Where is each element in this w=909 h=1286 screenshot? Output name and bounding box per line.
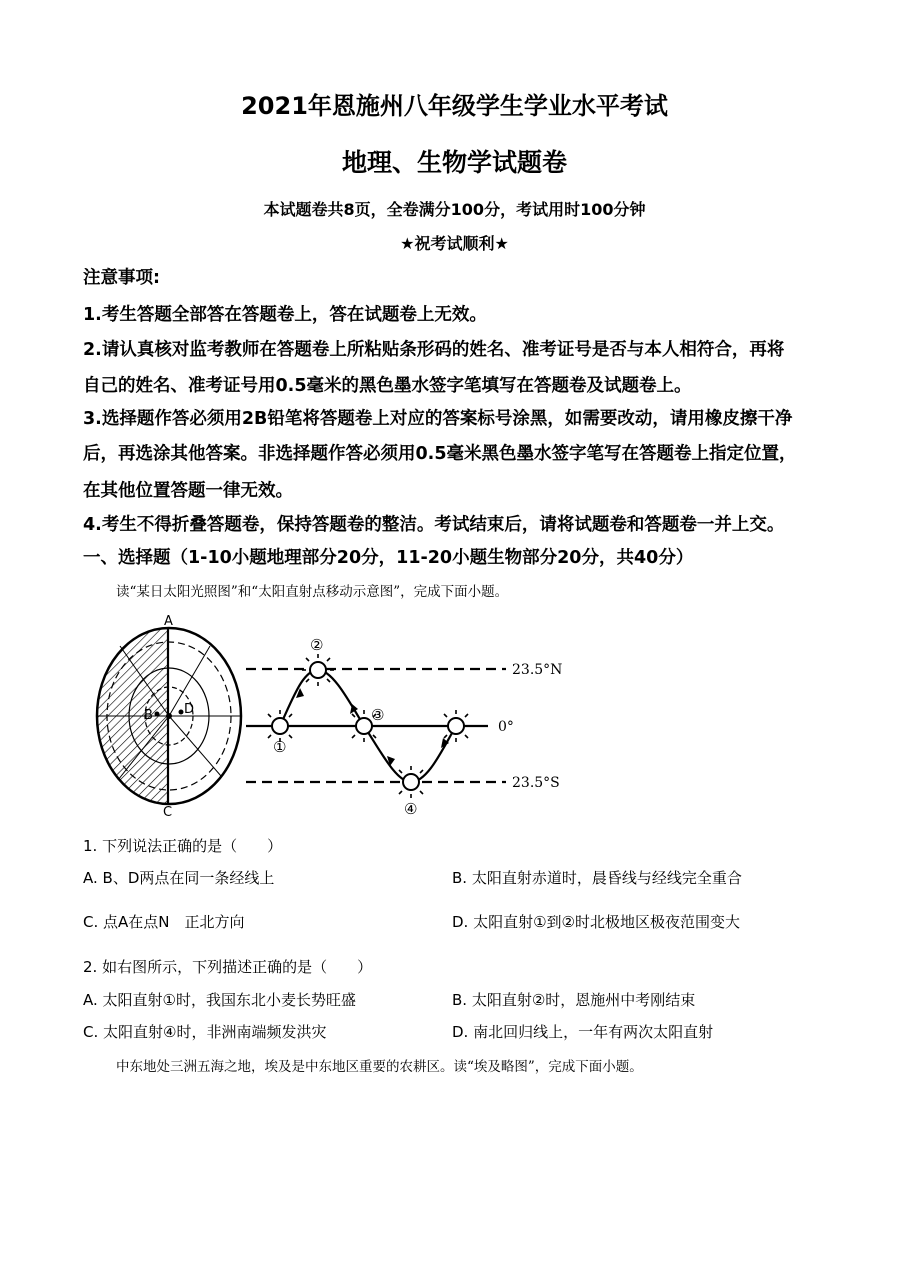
label-point-1: ① [273, 738, 287, 756]
illumination-map [88, 608, 241, 823]
egypt-intro: 中东地处三洲五海之地，埃及是中东地区重要的农耕区。读“埃及略图”，完成下面小题。 [116, 1059, 643, 1075]
sunlight-diagram [88, 608, 588, 823]
note-line: 在其他位置答题一律无效。 [83, 481, 293, 501]
question-2-option-d[interactable]: D. 南北回归线上，一年有两次太阳直射 [452, 1023, 714, 1041]
note-line: 后，再选涂其他答案。非选择题作答必须用0.5毫米黑色墨水签字笔写在答题卷上指定位置， [83, 444, 797, 464]
label-point-2: ② [310, 636, 324, 654]
notes-heading: 注意事项: [83, 268, 160, 288]
question-2-option-c[interactable]: C. 太阳直射④时，非洲南端频发洪灾 [83, 1023, 327, 1041]
section-heading: 一、选择题（1-10小题地理部分20分，11-20小题生物部分20分，共40分） [83, 548, 694, 568]
question-2-option-b[interactable]: B. 太阳直射②时，恩施州中考刚结束 [452, 991, 696, 1009]
sun-movement-diagram [246, 636, 562, 818]
note-line: 4.考生不得折叠答题卷，保持答题卷的整洁。考试结束后，请将试题卷和答题卷一并上交。 [83, 515, 785, 535]
question-1-stem: 1. 下列说法正确的是（ ） [83, 837, 283, 855]
label-tropic-south: 23.5°S [512, 775, 560, 791]
question-2-option-a[interactable]: A. 太阳直射①时，我国东北小麦长势旺盛 [83, 991, 356, 1009]
note-line: 1.考生答题全部答在答题卷上，答在试题卷上无效。 [83, 305, 487, 325]
label-tropic-north: 23.5°N [512, 662, 563, 678]
label-c: C [163, 805, 173, 820]
exam-subtitle: 地理、生物学试题卷 [341, 148, 567, 177]
label-point-3: ③ [371, 706, 385, 724]
label-point-4: ④ [404, 800, 418, 818]
question-1-option-d[interactable]: D. 太阳直射①到②时北极地区极夜范围变大 [452, 913, 740, 931]
note-line: 3.选择题作答必须用2B铅笔将答题卷上对应的答案标号涂黑，如需要改动，请用橡皮擦干净 [83, 409, 793, 429]
exam-info: 本试题卷共8页，全卷满分100分，考试用时100分钟 [263, 200, 646, 219]
note-line: 2.请认真核对监考教师在答题卷上所粘贴条形码的姓名、准考证号是否与本人相符合，再将 [83, 340, 785, 360]
question-2-stem: 2. 如右图所示，下列描述正确的是（ ） [83, 958, 373, 976]
label-b: B [144, 708, 153, 723]
exam-title: 2021年恩施州八年级学生学业水平考试 [241, 92, 668, 120]
reading-intro: 读“某日太阳光照图”和“太阳直射点移动示意图”，完成下面小题。 [116, 584, 509, 600]
note-line: 自己的姓名、准考证号用0.5毫米的黑色墨水签字笔填写在答题卷及试题卷上。 [83, 376, 692, 396]
question-1-option-b[interactable]: B. 太阳直射赤道时，晨昏线与经线完全重合 [452, 869, 742, 887]
question-1-option-c[interactable]: C. 点A在点N 正北方向 [83, 913, 245, 931]
question-1-option-a[interactable]: A. B、D两点在同一条经线上 [83, 869, 275, 887]
label-equator: 0° [498, 719, 514, 735]
label-d: D [184, 702, 195, 717]
label-a: A [164, 614, 173, 629]
exam-wish: ★祝考试顺利★ [400, 234, 509, 253]
